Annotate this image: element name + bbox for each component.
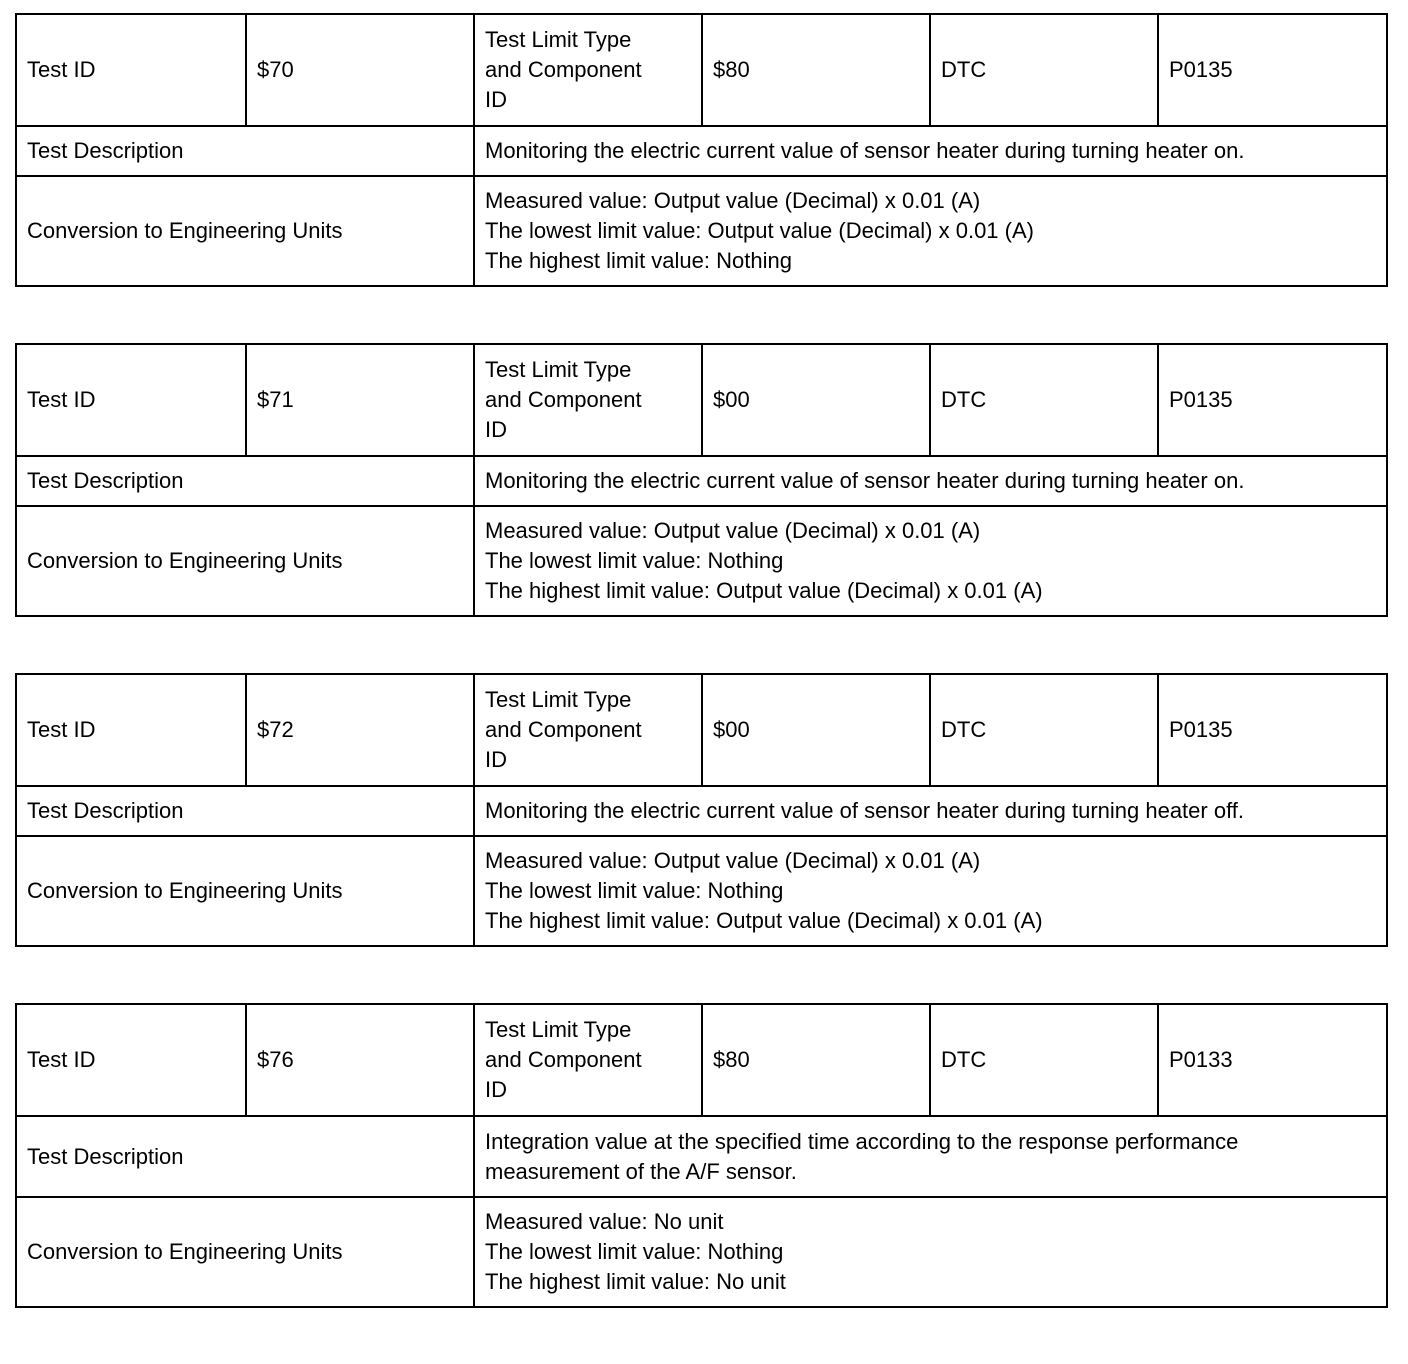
conversion-label: Conversion to Engineering Units [16, 506, 474, 616]
conversion-line: Measured value: No unit [485, 1209, 724, 1234]
conversion-line: Measured value: Output value (Decimal) x 0.01 (A) [485, 848, 981, 873]
conversion-line: The lowest limit value: Output value (Decimal) x 0.01 (A) [485, 218, 1034, 243]
limit-type-label: Test Limit Type and Component ID [474, 674, 702, 786]
limit-type-label: Test Limit Type and Component ID [474, 344, 702, 456]
test-description-value: Monitoring the electric current value of sensor heater during turning heater on. [474, 126, 1387, 176]
description-row [16, 1116, 1387, 1197]
dtc-label: DTC [930, 14, 1158, 126]
test-table [15, 1003, 1388, 1308]
test-id-label: Test ID [16, 344, 246, 456]
limit-type-label: Test Limit Type and Component ID [474, 1004, 702, 1116]
header-row [16, 674, 1387, 786]
limit-type-value: $80 [702, 1004, 930, 1116]
test-id-value: $72 [246, 674, 474, 786]
conversion-row [16, 176, 1387, 286]
header-row [16, 14, 1387, 126]
dtc-label: DTC [930, 1004, 1158, 1116]
document [15, 13, 1388, 1364]
test-id-label: Test ID [16, 674, 246, 786]
limit-type-value: $00 [702, 674, 930, 786]
conversion-line: Measured value: Output value (Decimal) x 0.01 (A) [485, 188, 981, 213]
description-row [16, 126, 1387, 176]
dtc-label: DTC [930, 674, 1158, 786]
test-table [15, 673, 1388, 947]
test-description-label: Test Description [16, 1116, 474, 1197]
test-id-value: $70 [246, 14, 474, 126]
test-id-value: $71 [246, 344, 474, 456]
conversion-line: The lowest limit value: Nothing [485, 1239, 784, 1264]
dtc-value: P0135 [1158, 344, 1387, 456]
conversion-row [16, 1197, 1387, 1307]
conversion-row [16, 836, 1387, 946]
dtc-value: P0135 [1158, 674, 1387, 786]
test-description-value: Integration value at the specified time according to the response performance measurement of the A/F sensor. [474, 1116, 1387, 1197]
conversion-line: The highest limit value: Output value (Decimal) x 0.01 (A) [485, 908, 1043, 933]
conversion-line: The highest limit value: Nothing [485, 248, 792, 273]
conversion-label: Conversion to Engineering Units [16, 836, 474, 946]
description-row [16, 786, 1387, 836]
dtc-value: P0133 [1158, 1004, 1387, 1116]
header-row [16, 344, 1387, 456]
conversion-label: Conversion to Engineering Units [16, 176, 474, 286]
conversion-line: The highest limit value: Output value (Decimal) x 0.01 (A) [485, 578, 1043, 603]
conversion-value [474, 176, 1387, 286]
conversion-line: The highest limit value: No unit [485, 1269, 786, 1294]
conversion-row [16, 506, 1387, 616]
limit-type-value: $80 [702, 14, 930, 126]
dtc-value: P0135 [1158, 14, 1387, 126]
dtc-label: DTC [930, 344, 1158, 456]
test-description-value: Monitoring the electric current value of sensor heater during turning heater off. [474, 786, 1387, 836]
conversion-value [474, 836, 1387, 946]
test-id-label: Test ID [16, 14, 246, 126]
conversion-line: Measured value: Output value (Decimal) x 0.01 (A) [485, 518, 981, 543]
limit-type-value: $00 [702, 344, 930, 456]
description-row [16, 456, 1387, 506]
test-id-value: $76 [246, 1004, 474, 1116]
conversion-value [474, 1197, 1387, 1307]
header-row [16, 1004, 1387, 1116]
conversion-line: The lowest limit value: Nothing [485, 548, 784, 573]
conversion-label: Conversion to Engineering Units [16, 1197, 474, 1307]
test-table [15, 343, 1388, 617]
test-description-label: Test Description [16, 786, 474, 836]
conversion-value [474, 506, 1387, 616]
limit-type-label: Test Limit Type and Component ID [474, 14, 702, 126]
test-description-label: Test Description [16, 126, 474, 176]
conversion-line: The lowest limit value: Nothing [485, 878, 784, 903]
test-id-label: Test ID [16, 1004, 246, 1116]
test-table [15, 13, 1388, 287]
test-description-label: Test Description [16, 456, 474, 506]
test-description-value: Monitoring the electric current value of sensor heater during turning heater on. [474, 456, 1387, 506]
